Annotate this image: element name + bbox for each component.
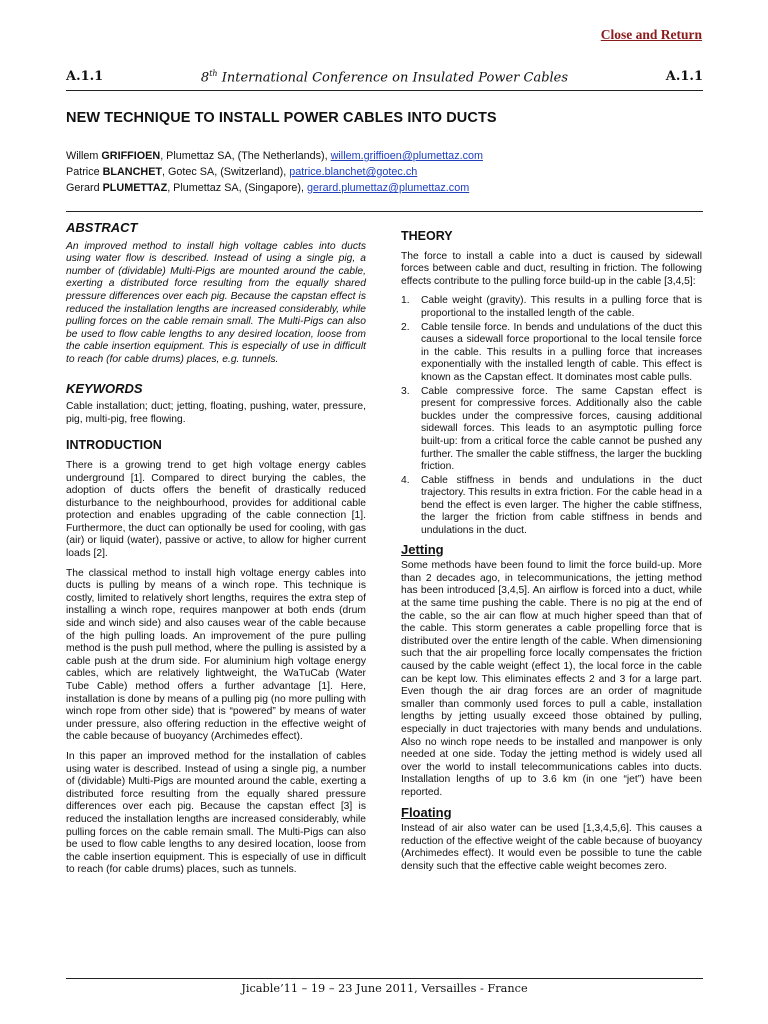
theory-intro: The force to install a cable into a duct is caused by sidewall forces between cable and duct, resulting in friction. The following effects contribute to the pulling force build-up in the cable [3,4,5]: [401, 250, 702, 287]
author-email-link[interactable]: willem.griffioen@plumettaz.com [330, 150, 483, 162]
close-and-return-link[interactable]: Close and Return [600, 27, 702, 42]
list-item: 3. Cable compressive force. The same Capstan effect is present for compressive forces. Additionally also the cable buckles under the compressive forces, causing additional sidewall forces. This leads to an asymptotic pulling force built-up: from a critical force the cable cannot be pushed any further. The smaller the cable stiffness, the larger the buckling friction. [401, 385, 702, 473]
author-list [66, 148, 483, 196]
author-email-link[interactable]: gerard.plumettaz@plumettaz.com [307, 182, 470, 194]
left-column [66, 222, 366, 884]
theory-heading: THEORY [401, 229, 453, 243]
right-column [401, 230, 702, 881]
list-item: 4. Cable stiffness in bends and undulations in the duct trajectory. This results in extra friction. For the cable head in a bend the effect is even larger. The higher the cable stiffness, the larger the friction from cable stiffness in bends and undulations in the duct. [401, 474, 702, 537]
introduction-paragraph: In this paper an improved method for the installation of cables using water is described. Instead of using a single pig, a number of (dividable) Multi-Pigs are mounted around the cable, exerting a distributed force resulting from the equally shared pressure differences over each pig. Because the capstan effect [3] is reduced the installation lengths are increased considerably, while pulling forces on the cable remain small. The Multi-Pigs can also be used to flow cable lengths to any desired location, loose from the cable insertion equipment. This is especially of use in difficult to reach (for cable drums) places, such as tunnels. [66, 750, 366, 876]
floating-paragraph: Instead of air also water can be used [1,3,4,5,6]. This causes a reduction of the effective weight of the cable because of buoyancy (Archimedes effect). It would even be possible to tune the cable density such that the effective cable weight becomes zero. [401, 823, 702, 872]
author-line: Willem GRIFFIOEN, Plumettaz SA, (The Netherlands), willem.griffioen@plumettaz.com [66, 150, 483, 162]
introduction-heading: INTRODUCTION [66, 438, 162, 453]
keywords-heading: KEYWORDS [66, 380, 143, 396]
authors-divider [66, 211, 703, 212]
footer-divider [66, 978, 703, 979]
author-line: Patrice BLANCHET, Gotec SA, (Switzerland), patrice.blanchet@gotec.ch [66, 166, 418, 178]
author-line: Gerard PLUMETTAZ, Plumettaz SA, (Singapore), gerard.plumettaz@plumettaz.com [66, 182, 470, 194]
list-item: 1. Cable weight (gravity). This results in a pulling force that is proportional to the installed length of the cable. [401, 295, 702, 319]
page-footer: Jicable’11 – 19 – 23 June 2011, Versailles - France [241, 982, 528, 995]
conference-name: 8th International Conference on Insulated Power Cables [200, 69, 569, 86]
list-item: 2. Cable tensile force. In bends and undulations of the duct this causes a sidewall force proportional to the local tensile force in the cable. This results in a pulling force that increases exponentially with the installed length of cable. This effect is known as the Capstan effect. It dominates most cable pulls. [401, 321, 702, 383]
paper-code-left: A.1.1 [66, 69, 104, 84]
theory-effects-list [401, 295, 702, 537]
paper-code-right: A.1.1 [665, 69, 703, 84]
jetting-heading: Jetting [401, 541, 444, 557]
author-email-link[interactable]: patrice.blanchet@gotec.ch [289, 166, 418, 178]
header-divider [66, 90, 703, 91]
introduction-paragraph: There is a growing trend to get high voltage energy cables underground [1]. Compared to direct burying the cables, the adoption of ducts offers the benefit of drastically reduced disturbance to the neighbourhood, provides for additional cable protection and enables upgrading of the cable connection [1]. Furthermore, the duct can optionally be used for cooling, with gas (air) or liquid (water), passive or active, to allow for higher current loads [2]. [66, 459, 366, 560]
jetting-paragraph: Some methods have been found to limit the force build-up. More than 2 decades ago, in telecommunications, the jetting method has been introduced [3,4,5]. An airflow is forced into a duct, while at the same time pushing the cable. There is no pig at the end of the cable, so the air can flow at much higher speed than that of the cable. This storm generates a cable propelling force that is distributed over the entire length of the cable. When dimensioning such that the air propelling force locally compensates the friction caused by the cable weight (effect 1), the local force in the cable can be kept low. This eliminates effects 2 and 3 for a large part. Even though the air drag forces are an order of magnitude smaller than commonly used forces to pull a cable, installation lengths by jetting usually exceed those obtained by pulling, especially in duct trajectories with many bends and undulations. Also no winch rope needs to be installed and manpower is only needed at one side. Today the jetting method is widely used all over the world to install telecommunications cables into ducts. Installation lengths of up to 3.6 km (in one “jet”) have been reported. [401, 560, 702, 798]
abstract-text: An improved method to install high voltage cables into ducts using water flow is described. Instead of using a single pig, a number of (dividable) Multi-Pigs are mounted around the cable, exerting a distributed force resulting from the equally shared pressure differences over each pig. Because the capstan effect is reduced the installation lengths are increased considerably, while pulling forces on the cable remain small. The Multi-Pigs can also be used to flow cable lengths to any desired location, loose from the cable insertion equipment. This is especially of use in difficult to reach (for cable drums) places, e.g. tunnels. [66, 240, 366, 365]
floating-heading: Floating [401, 804, 452, 820]
abstract-heading: ABSTRACT [66, 220, 138, 235]
introduction-paragraph: The classical method to install high voltage energy cables into ducts is pulling by means of a winch rope. This technique is costly, limited to relatively short lengths, requires the extra step of installing a winch rope, requires manpower at both ends (drum side and winch side) and also causes wear of the cable because of the high pulling loads. An improvement of the pure pulling method is the push pull method, where the pulling is assisted by a cable push at the drum side. For aluminium high voltage energy cables, which are relatively lightweight, the WaTuCab (Water Tube Cable) method offers a further advantage [1]. Here, installation is done by means of a pulling pig (no more pulling with winch rope from other side) that is “powered” by means of water under pressure, also offering reduction in the effective weight of the cable because of buoyancy (Archimedes effect). [66, 567, 366, 743]
paper-title: NEW TECHNIQUE TO INSTALL POWER CABLES INTO DUCTS [66, 110, 497, 126]
keywords-text: Cable installation; duct; jetting, floating, pushing, water, pressure, pig, multi-pig, free flowing. [66, 401, 366, 425]
